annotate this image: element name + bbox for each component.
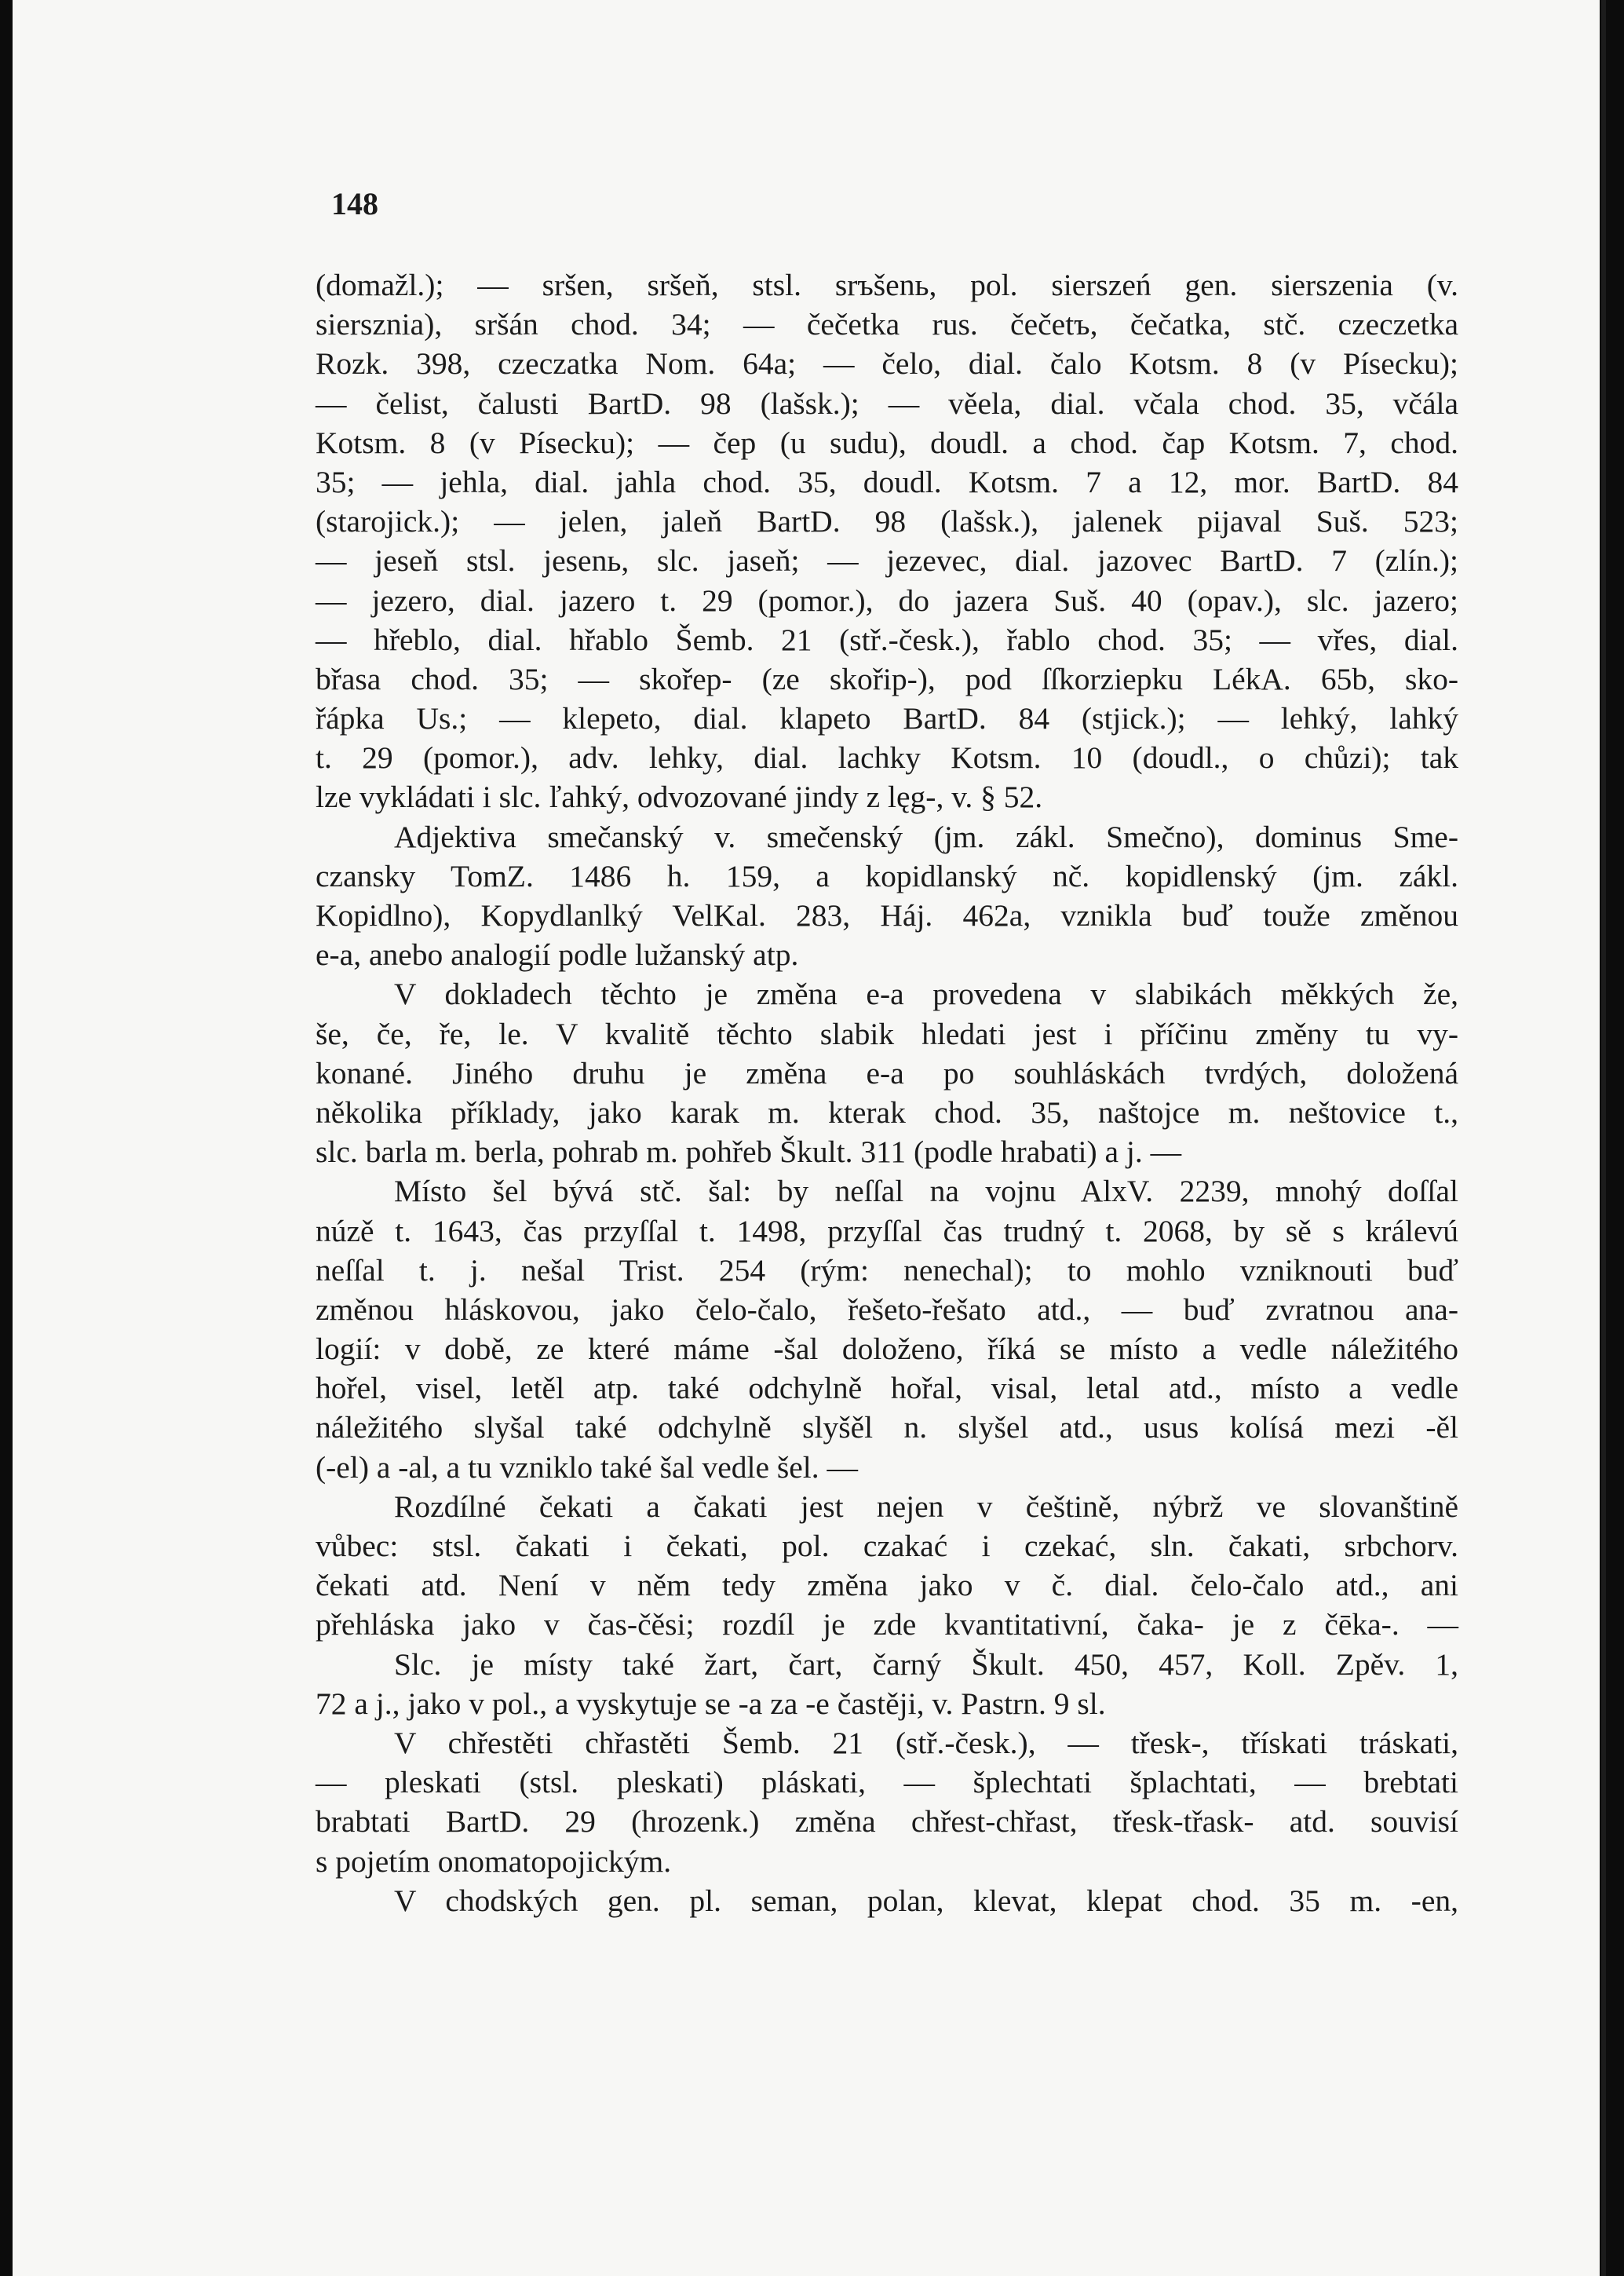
text-line: čekati atd. Není v něm tedy změna jako v č. dial. čelo-čalo atd., ani: [316, 1568, 1458, 1603]
text-line: (starojick.); — jelen, jaleň BartD. 98 (lašsk.), jalenek pijaval Suš. 523;: [316, 504, 1458, 539]
text-line: t. 29 (pomor.), adv. lehky, dial. lachky Kotsm. 10 (doudl., o chůzi); tak: [316, 740, 1458, 776]
text-line: 35; — jehla, dial. jahla chod. 35, doudl. Kotsm. 7 a 12, mor. BartD. 84: [316, 464, 1458, 499]
text-line: náležitého slyšal také odchylně slyšěl n. slyšel atd., usus kolísá mezi -ěl: [316, 1410, 1458, 1445]
text-line: 72 a j., jako v pol., a vyskytuje se -a za -e častěji, v. Pastrn. 9 sl.: [316, 1686, 1106, 1721]
text-line: Kopidlno), Kopydlanlký VelKal. 283, Háj. 462a, vznikla buď touže změnou: [316, 898, 1458, 933]
text-line: Kotsm. 8 (v Písecku); — čep (u sudu), doudl. a chod. čap Kotsm. 7, chod.: [316, 425, 1458, 460]
book-page: [13, 0, 1600, 2276]
text-line: s pojetím onomatopojickým.: [316, 1843, 672, 1879]
text-line: — hřeblo, dial. hřablo Šemb. 21 (stř.-česk.), řablo chod. 35; — vřes, dial.: [316, 622, 1458, 657]
text-line: několika příklady, jako karak m. kterak chod. 35, naštojce m. neštovice t.,: [316, 1094, 1458, 1130]
text-line: Místo šel bývá stč. šal: by neſſal na vojnu AlxV. 2239, mnohý doſſal: [394, 1174, 1458, 1209]
text-line: V chodských gen. pl. seman, polan, klevat, klepat chod. 35 m. -en,: [394, 1883, 1458, 1918]
text-line: hořel, visel, letěl atp. také odchylně hořal, visal, letal atd., místo a vedle: [316, 1371, 1458, 1406]
text-line: změnou hláskovou, jako čelo-čalo, řešeto-řešato atd., — buď zvratnou ana-: [316, 1291, 1458, 1327]
text-line: V chřestěti chřastěti Šemb. 21 (stř.-česk.), — třesk-, třískati tráskati,: [394, 1725, 1458, 1760]
text-line: V dokladech těchto je změna e-a provedena v slabikách měkkých že,: [394, 977, 1458, 1012]
text-line: (-el) a -al, a tu vzniklo také šal vedle šel. —: [316, 1449, 858, 1485]
text-line: núzě t. 1643, čas przyſſal t. 1498, przyſſal čas trudný t. 2068, by sě s králevú: [316, 1213, 1458, 1248]
text-line: konané. Jiného druhu je změna e-a po souhláskách tvrdých, doložená: [316, 1055, 1458, 1091]
text-line: Rozk. 398, czeczatka Nom. 64a; — čelo, dial. čalo Kotsm. 8 (v Písecku);: [316, 346, 1458, 382]
text-line: slc. barla m. berla, pohrab m. pohřeb Škult. 311 (podle hrabati) a j. —: [316, 1134, 1182, 1170]
text-line: — pleskati (stsl. pleskati) pláskati, — šplechtati šplachtati, — brebtati: [316, 1765, 1458, 1800]
text-line: še, če, ře, le. V kvalitě těchto slabik hledati jest i příčinu změny tu vy-: [316, 1016, 1458, 1051]
text-line: břasa chod. 35; — skořep- (ze skořip-), pod ſſkorziepku LékA. 65b, sko-: [316, 661, 1458, 696]
text-line: lze vykládati i slc. ľahký, odvozované jindy z lęg-, v. § 52.: [316, 780, 1043, 815]
page-content: [316, 185, 1458, 1920]
text-line: siersznia), sršán chod. 34; — čečetka rus. čečetъ, čečatka, stč. czeczetka: [316, 307, 1458, 342]
scan-edge: [1601, 0, 1606, 2276]
text-body: [316, 265, 1458, 1920]
text-line: Adjektiva smečanský v. smečenský (jm. zákl. Smečno), dominus Sme-: [394, 819, 1458, 854]
text-line: vůbec: stsl. čakati i čekati, pol. czakać i czekać, sln. čakati, srbchorv.: [316, 1529, 1458, 1563]
text-line: logií: v době, ze které máme -šal doloženo, říká se místo a vedle náležitého: [316, 1332, 1458, 1367]
text-line: neſſal t. j. nešal Trist. 254 (rým: nenechal); to mohlo vzniknouti buď: [316, 1252, 1458, 1288]
text-line: — čelist, čalusti BartD. 98 (lašsk.); — věela, dial. včala chod. 35, včála: [316, 385, 1458, 421]
text-line: — jeseň stsl. jesenь, slc. jaseň; — jezevec, dial. jazovec BartD. 7 (zlín.);: [316, 543, 1458, 579]
text-line: Slc. je místy také žart, čart, čarný Škult. 450, 457, Koll. Zpěv. 1,: [394, 1646, 1458, 1682]
text-line: (domažl.); — sršen, sršeň, stsl. srъšenь, pol. sierszeń gen. sierszenia (v.: [316, 268, 1458, 302]
text-line: — jezero, dial. jazero t. 29 (pomor.), do jazera Suš. 40 (opav.), slc. jazero;: [316, 583, 1458, 618]
text-line: Rozdílné čekati a čakati jest nejen v češtině, nýbrž ve slovanštině: [394, 1489, 1458, 1524]
text-line: přehláska jako v čas-čěsi; rozdíl je zde kvantitativní, čaka- je z čēka-. —: [316, 1607, 1458, 1642]
page-number: 148: [331, 186, 378, 221]
text-line: czansky TomZ. 1486 h. 159, a kopidlanský nč. kopidlenský (jm. zákl.: [316, 858, 1458, 893]
text-line: brabtati BartD. 29 (hrozenk.) změna chřest-chřast, třesk-třask- atd. souvisí: [316, 1804, 1458, 1839]
text-line: e-a, anebo analogií podle lužanský atp.: [316, 937, 799, 973]
text-line: řápka Us.; — klepeto, dial. klapeto BartD. 84 (stjick.); — lehký, lahký: [316, 701, 1458, 736]
